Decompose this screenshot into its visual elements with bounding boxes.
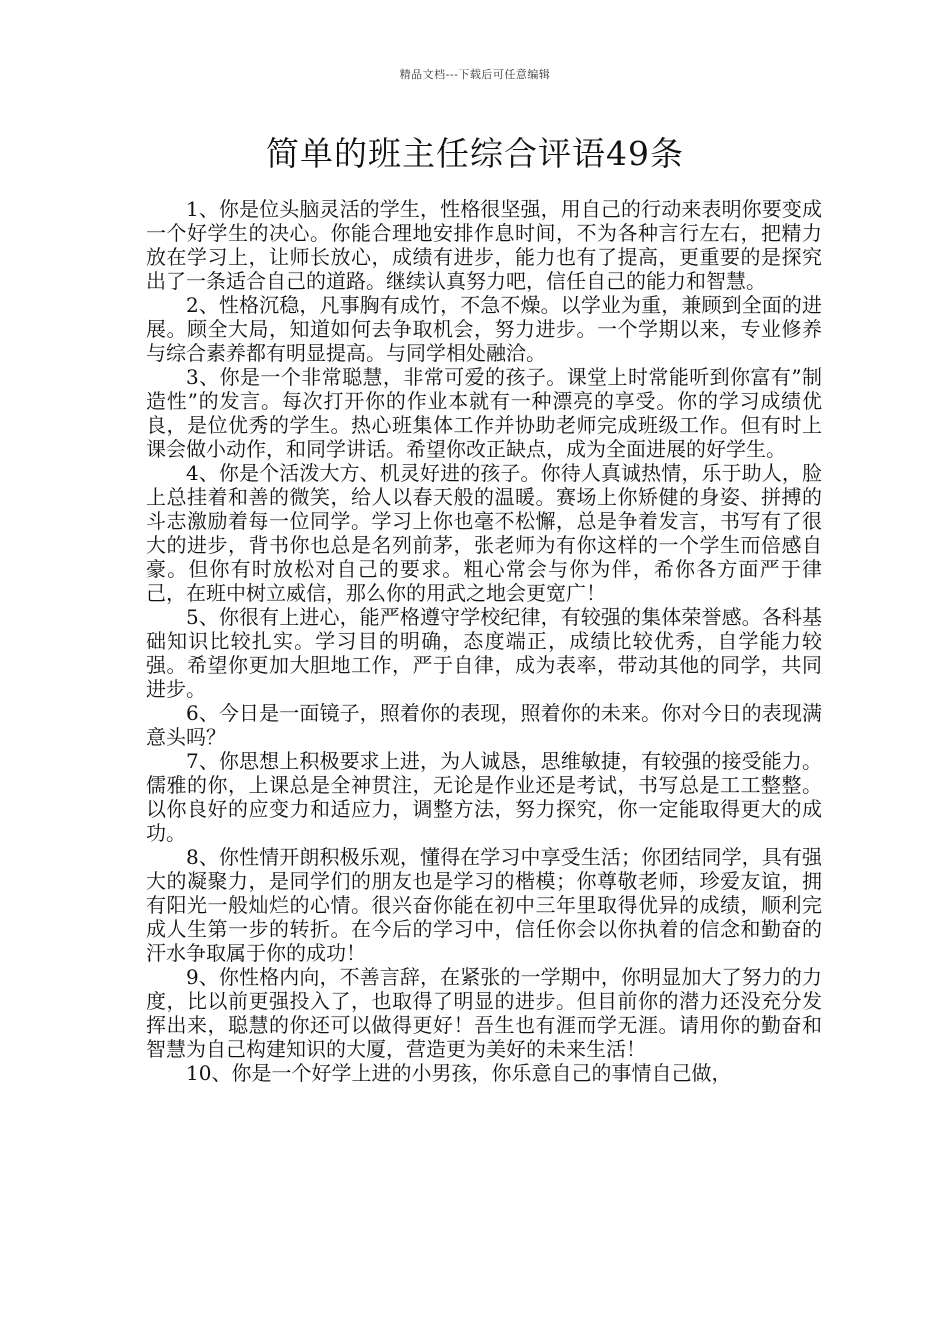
comment-paragraph-9: 9、你性格内向，不善言辞，在紧张的一学期中，你明显加大了努力的力度，比以前更强投入了，也取得了明显的进步。但目前你的潜力还没充分发挥出来，聪慧的你还可以做得更好！吾生也有涯而学无涯。请用你的勤奋和智慧为自己构建知识的大厦，营造更为美好的未来生活！	[146, 965, 822, 1061]
comment-paragraph-1: 1、你是位头脑灵活的学生，性格很坚强，用自己的行动来表明你要变成一个好学生的决心。你能合理地安排作息时间，不为各种言行左右，把精力放在学习上，让师长放心，成绩有进步，能力也有了提高，更重要的是探究出了一条适合自己的道路。继续认真努力吧，信任自己的能力和智慧。	[146, 197, 822, 293]
comment-paragraph-3: 3、你是一个非常聪慧，非常可爱的孩子。课堂上时常能听到你富有”制造性”的发言。每次打开你的作业本就有一种漂亮的享受。你的学习成绩优良，是位优秀的学生。热心班集体工作并协助老师完成班级工作。但有时上课会做小动作，和同学讲话。希望你改正缺点，成为全面进展的好学生。	[146, 365, 822, 461]
document-title: 简单的班主任综合评语49条	[266, 134, 684, 173]
comment-paragraph-4: 4、你是个活泼大方、机灵好进的孩子。你待人真诚热情，乐于助人，脸上总挂着和善的微笑，给人以春天般的温暖。赛场上你矫健的身姿、拼搏的斗志激励着每一位同学。学习上你也毫不松懈，总是争着发言，书写有了很大的进步，背书你也总是名列前茅，张老师为有你这样的一个学生而倍感自豪。但你有时放松对自己的要求。粗心常会与你为伴，希你各方面严于律己，在班中树立威信，那么你的用武之地会更宽广！	[146, 461, 822, 605]
header-note: 精品文档---下载后可任意编辑	[399, 68, 551, 81]
comment-paragraph-7: 7、你思想上积极要求上进，为人诚恳，思维敏捷，有较强的接受能力。儒雅的你，上课总是全神贯注，无论是作业还是考试，书写总是工工整整。以你良好的应变力和适应力，调整方法，努力探究，你一定能取得更大的成功。	[146, 749, 822, 845]
comment-paragraph-10: 10、你是一个好学上进的小男孩，你乐意自己的事情自己做，	[186, 1061, 732, 1085]
document-body	[146, 197, 822, 1085]
comment-paragraph-2: 2、性格沉稳，凡事胸有成竹，不急不燥。以学业为重，兼顾到全面的进展。顾全大局，知道如何去争取机会，努力进步。一个学期以来，专业修养与综合素养都有明显提高。与同学相处融洽。	[146, 293, 822, 365]
comment-paragraph-6: 6、今日是一面镜子，照着你的表现，照着你的未来。你对今日的表现满意头吗？	[146, 701, 822, 749]
comment-paragraph-8: 8、你性情开朗积极乐观，懂得在学习中享受生活；你团结同学，具有强大的凝聚力，是同学们的朋友也是学习的楷模；你尊敬老师，珍爱友谊，拥有阳光一般灿烂的心情。很兴奋你能在初中三年里取得优异的成绩，顺利完成人生第一步的转折。在今后的学习中，信任你会以你执着的信念和勤奋的汗水争取属于你的成功！	[146, 845, 822, 965]
comment-paragraph-5: 5、你很有上进心，能严格遵守学校纪律，有较强的集体荣誉感。各科基础知识比较扎实。学习目的明确，态度端正，成绩比较优秀，自学能力较强。希望你更加大胆地工作，严于自律，成为表率，带动其他的同学，共同进步。	[146, 605, 822, 701]
